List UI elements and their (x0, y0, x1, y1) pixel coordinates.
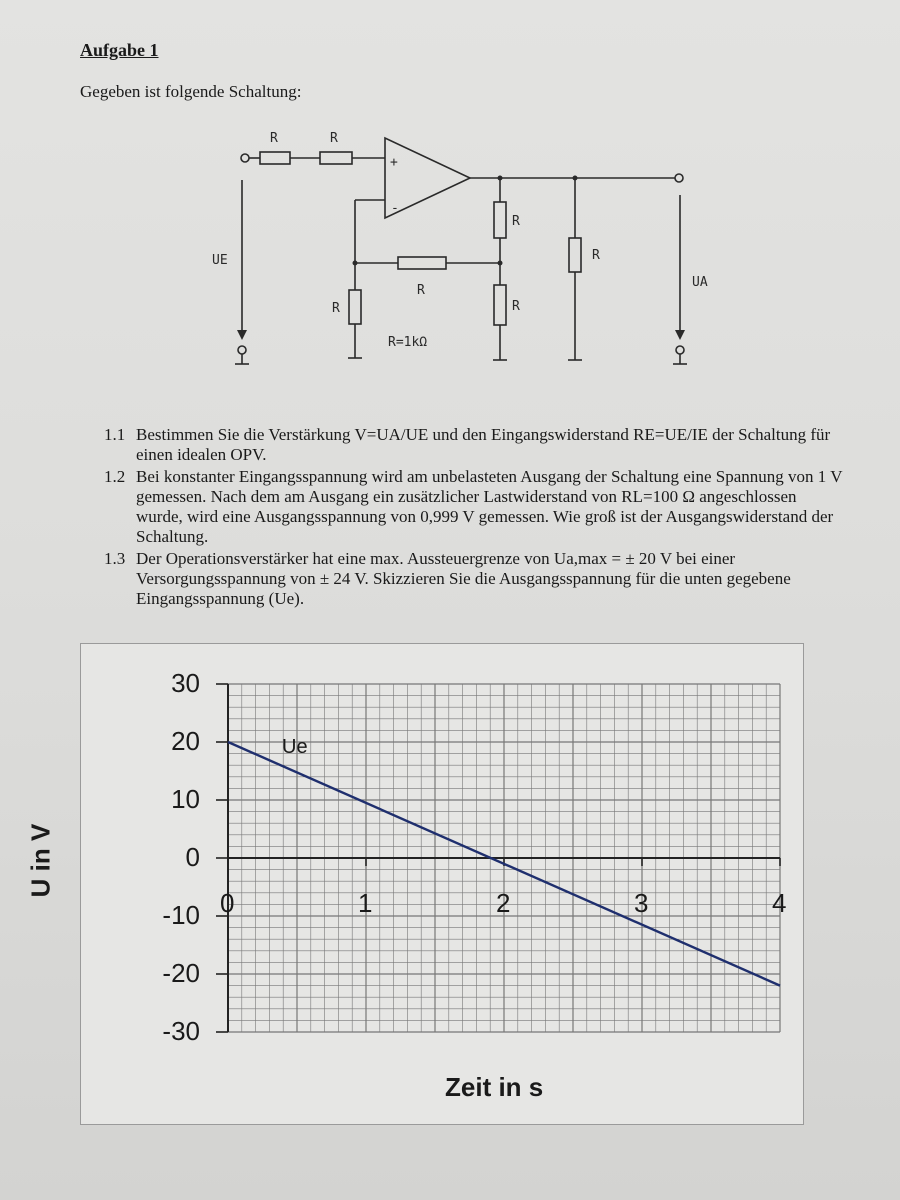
x-tick-label: 2 (496, 888, 511, 918)
task-text: Bei konstanter Eingangsspannung wird am unbelasteten Ausgang der Schaltung eine Spannung von 1 V gemessen. Nach dem am Ausgang ein zusätzlicher Lastwiderstand von RL=100 Ω angeschlossen wurde, wird eine Ausgangsspannung von 0,999 V gemessen. Wie groß ist der Ausgangswiderstand der Schaltung. (136, 467, 843, 546)
label-ua: UA (692, 275, 708, 290)
label-r2: R (330, 131, 338, 146)
page-title: Aufgabe 1 (80, 40, 159, 60)
label-r6: R (332, 301, 340, 316)
x-axis-label: Zeit in s (445, 1072, 544, 1102)
y-tick-label: -20 (162, 958, 200, 988)
y-tick-label: 30 (171, 668, 200, 698)
y-tick-label: -10 (162, 900, 200, 930)
intro-text: Gegeben ist folgende Schaltung: (80, 82, 302, 101)
x-tick-label: 4 (772, 888, 787, 918)
label-r5: R (512, 299, 520, 314)
y-axis-label: U in V (25, 823, 56, 898)
opamp-plus: + (390, 155, 398, 170)
label-r7: R (592, 248, 600, 263)
task-number: 1.1 (104, 425, 126, 444)
task-text: Der Operationsverstärker hat eine max. Aussteuergrenze von Ua,max = ± 20 V bei einer Versorgungsspannung von ± 24 V. Skizzieren Sie die Ausgangsspannung für die unten gegebene Eingangsspannung (Ue). (136, 549, 791, 608)
label-r1: R (270, 131, 278, 146)
task-text: Bestimmen Sie die Verstärkung V=UA/UE und den Eingangswiderstand RE=UE/IE der Schaltung für einen idealen OPV. (136, 425, 831, 464)
label-r4: R (417, 283, 425, 298)
task-number: 1.2 (104, 467, 126, 486)
y-tick-label: -30 (162, 1016, 200, 1046)
opamp-minus: - (391, 201, 399, 216)
resistance-note: R=1kΩ (388, 335, 428, 350)
series-label-ue: Ue (282, 736, 308, 758)
task-number: 1.3 (104, 549, 126, 568)
y-tick-label: 0 (185, 842, 200, 872)
x-tick-label: 0 (220, 888, 235, 918)
y-tick-label: 10 (171, 784, 200, 814)
label-r3: R (512, 214, 520, 229)
label-ue: UE (212, 253, 228, 268)
x-tick-label: 1 (358, 888, 373, 918)
y-tick-label: 20 (171, 726, 200, 756)
x-tick-label: 3 (634, 888, 649, 918)
